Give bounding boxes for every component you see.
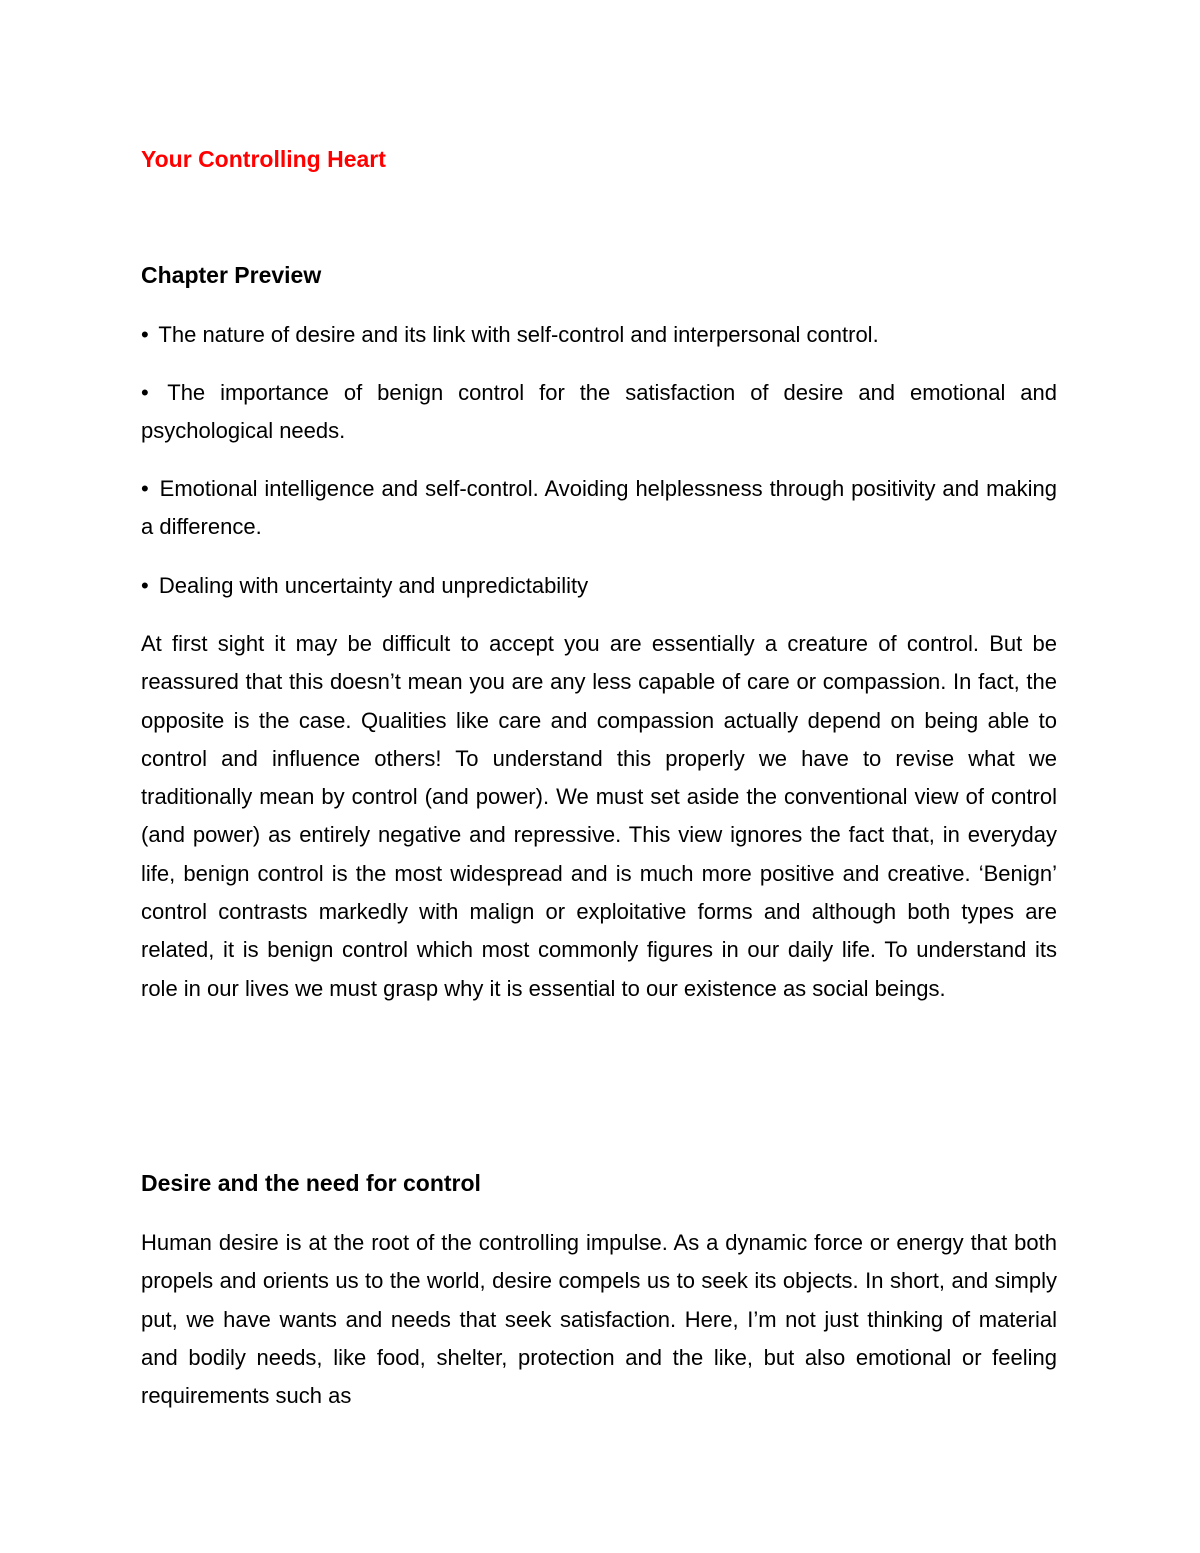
bullet-text: The nature of desire and its link with self-control and interpersonal control. (158, 322, 879, 347)
bullet-icon: • (141, 573, 149, 598)
document-title: Your Controlling Heart (141, 146, 386, 172)
intro-paragraph: At first sight it may be difficult to accept you are essentially a creature of control. But be reassured that this doesn’t mean you are any less capable of care or compassion. In fact, the opposite is the case. Qualities like care and compassion actually depend on being able to control and influence others! To understand this properly we have to revise what we traditionally mean by control (and power). We must set aside the conventional view of control (and power) as entirely negative and repressive. This view ignores the fact that, in everyday life, benign control is the most widespread and is much more positive and creative. ‘Benign’ control contrasts markedly with malign or exploitative forms and although both types are related, it is benign control which most commonly figures in our daily life. To understand its role in our lives we must grasp why it is essential to our existence as social beings. (141, 631, 1057, 1001)
preview-bullet (141, 567, 1057, 605)
bullet-icon: • (141, 322, 149, 347)
chapter-preview-heading: Chapter Preview (141, 262, 322, 288)
preview-bullet (141, 374, 1057, 451)
bullet-icon: • (141, 380, 149, 405)
bullet-text: Dealing with uncertainty and unpredictability (158, 573, 589, 598)
preview-bullet (141, 470, 1057, 547)
section-paragraph: Human desire is at the root of the controlling impulse. As a dynamic force or energy that both propels and orients us to the world, desire compels us to seek its objects. In short, and simply put, we have wants and needs that seek satisfaction. Here, I’m not just thinking of material and bodily needs, like food, shelter, protection and the like, but also emotional or feeling requirements such as (141, 1230, 1057, 1409)
bullet-text: Emotional intelligence and self-control. Avoiding helplessness through positivity and making a difference. (141, 476, 1057, 540)
bullet-text: The importance of benign control for the satisfaction of desire and emotional and psychological needs. (141, 380, 1057, 444)
section-heading: Desire and the need for control (141, 1170, 481, 1196)
preview-bullet (141, 316, 1057, 354)
bullet-icon: • (141, 476, 149, 501)
